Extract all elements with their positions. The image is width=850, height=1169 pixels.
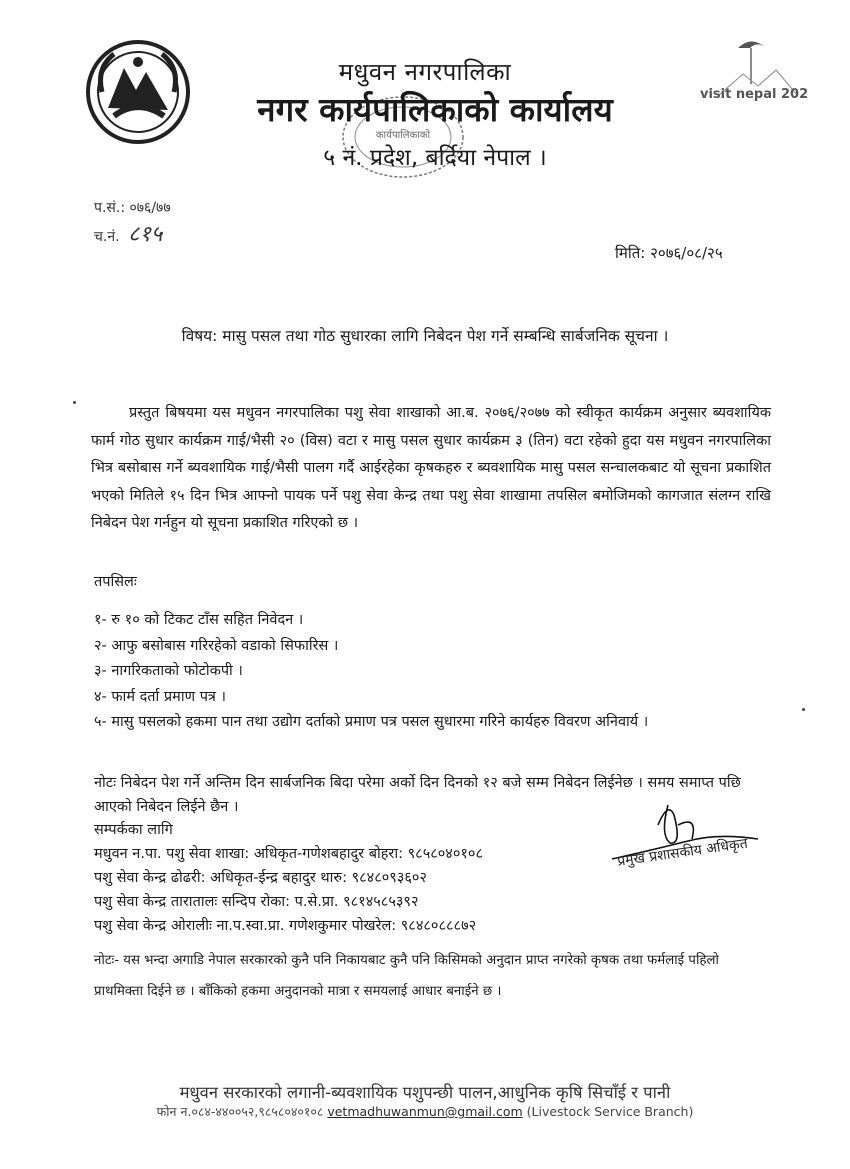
visit-nepal-text: visit nepal 2020 <box>700 87 808 102</box>
priority-note: नोटः- यस भन्दा अगाडि नेपाल सरकारको कुनै पनि निकायबाट कुनै पनि किसिमको अनुदान प्राप्त नगरेको कृषक तथा फर्मलाई पहिलो प्राथमिक्ता दिईने छ । बाँकिको हकमा अनुदानको मात्रा र समयलाई आधार बनाईने छ । <box>94 953 719 999</box>
deadline-note: नोटः निबेदन पेश गर्ने अन्तिम दिन सार्बजनिक बिदा परेमा अर्को दिन दिनको १२ बजे सम्म निबेदन लिईनेछ । समय समाप्त पछि आएको निबेदन लिईने छैन । <box>94 775 741 815</box>
ps-label: प.सं.: <box>94 200 126 216</box>
municipality-name: मधुवन नगरपालिका <box>338 58 512 86</box>
office-address: ५ नं. प्रदेश, बर्दिया नेपाल । <box>323 145 547 171</box>
footer-contact <box>0 1103 850 1120</box>
contact-heading: सम्पर्कका लागि <box>94 822 173 838</box>
contact-line: पशु सेवा केन्द्र तारातालः सन्दिप रोका: प.से.प्रा. ९८१४५८५३९२ <box>94 894 419 910</box>
signatory-title: प्रमुख प्रशासकीय अधिकृत <box>616 835 749 870</box>
letter-date: मिति: २०७६/०८/२५ <box>615 244 723 262</box>
requirements-list <box>94 608 794 736</box>
footer-email-link[interactable]: vetmadhuwanmun@gmail.com <box>327 1104 523 1119</box>
list-item: ३- नागरिकताको फोटोकपी । <box>94 663 243 679</box>
list-item: २- आफु बसोबास गरिरहेको वडाको सिफारिस । <box>94 637 339 654</box>
stamp-text: कार्यपालिकाको <box>375 130 431 141</box>
chn-value: ८१५ <box>128 222 163 247</box>
chalani-number <box>94 218 162 248</box>
body-paragraph: प्रस्तुत बिषयमा यस मधुवन नगरपालिका पशु सेवा शाखाको आ.ब. २०७६/२०७७ को स्वीकृत कार्यक्रम अनुसार ब्यवशायिक फार्म गोठ सुधार कार्यक्रम गाई/भैसी २० (विस) वटा र मासु पसल सुधार कार्यक्रम ३ (तिन) वटा रहेको हुदा यस मधुवन नगरपालिका भित्र बसोबास गर्ने ब्यवशायिक गाई/भैसी पालग गर्दै आईरहेका कृषकहरु र ब्यवशायिक मासु पसल सन्चालकबाट यो सूचना प्रकाशित भएको मितिले १५ दिन भित्र आफ्नो पायक पर्ने पशु सेवा केन्द्र तथा पशु सेवा शाखामा तपसिल बमोजिमको कागजात संलग्न राखि निबेदन पेश गर्नहुन यो सूचना प्रकाशित गरिएको छ । <box>91 405 771 531</box>
notice-subject: विषय: मासु पसल तथा गोठ सुधारका लागि निबेदन पेश गर्ने सम्बन्धि सार्बजनिक सूचना । <box>181 327 669 345</box>
list-item: १- रु १० को टिकट टाँस सहित निवेदन । <box>94 612 304 628</box>
tapasil-heading: तपसिलः <box>94 574 137 590</box>
footer-branch: (Livestock Service Branch) <box>526 1104 694 1119</box>
chn-label: च.नं. <box>94 229 120 245</box>
ps-value: ०७६/७७ <box>129 200 171 216</box>
footer-slogan: मधुवन सरकारको लगानी-ब्यवशायिक पशुपन्छी पालन,आधुनिक कृषि सिचाँई र पानी <box>179 1083 671 1102</box>
scan-mark <box>73 401 76 404</box>
scan-mark <box>802 708 805 711</box>
list-item: ५- मासु पसलको हकमा पान तथा उद्योग दर्ताको प्रमाण पत्र पसल सुधारमा गरिने कार्यहरु विवरण अनिवार्य । <box>94 714 649 730</box>
contact-line: पशु सेवा केन्द्र ओरालीः ना.प.स्वा.प्रा. गणेशकुमार पोखरेल: ९८४८०८८८७२ <box>94 918 477 934</box>
office-title: नगर कार्यपालिकाको कार्यालय <box>257 90 613 129</box>
contact-section <box>94 818 654 938</box>
ps-number <box>94 198 171 217</box>
list-item: ४- फार्म दर्ता प्रमाण पत्र । <box>94 688 227 705</box>
footer-phone: फोन न.०८४-४४००५२,९८५८०४०१०८ <box>156 1104 324 1119</box>
contact-line: मधुवन न.पा. पशु सेवा शाखा: अधिकृत-गणेशबहादुर बोहरा: ९८५८०४०१०८ <box>94 846 484 862</box>
visit-nepal-logo <box>698 34 808 114</box>
contact-line: पशु सेवा केन्द्र ढोढरी: अधिकृत-ईन्द्र बहादुर थारु: ९८४८०९३६०२ <box>94 870 427 886</box>
